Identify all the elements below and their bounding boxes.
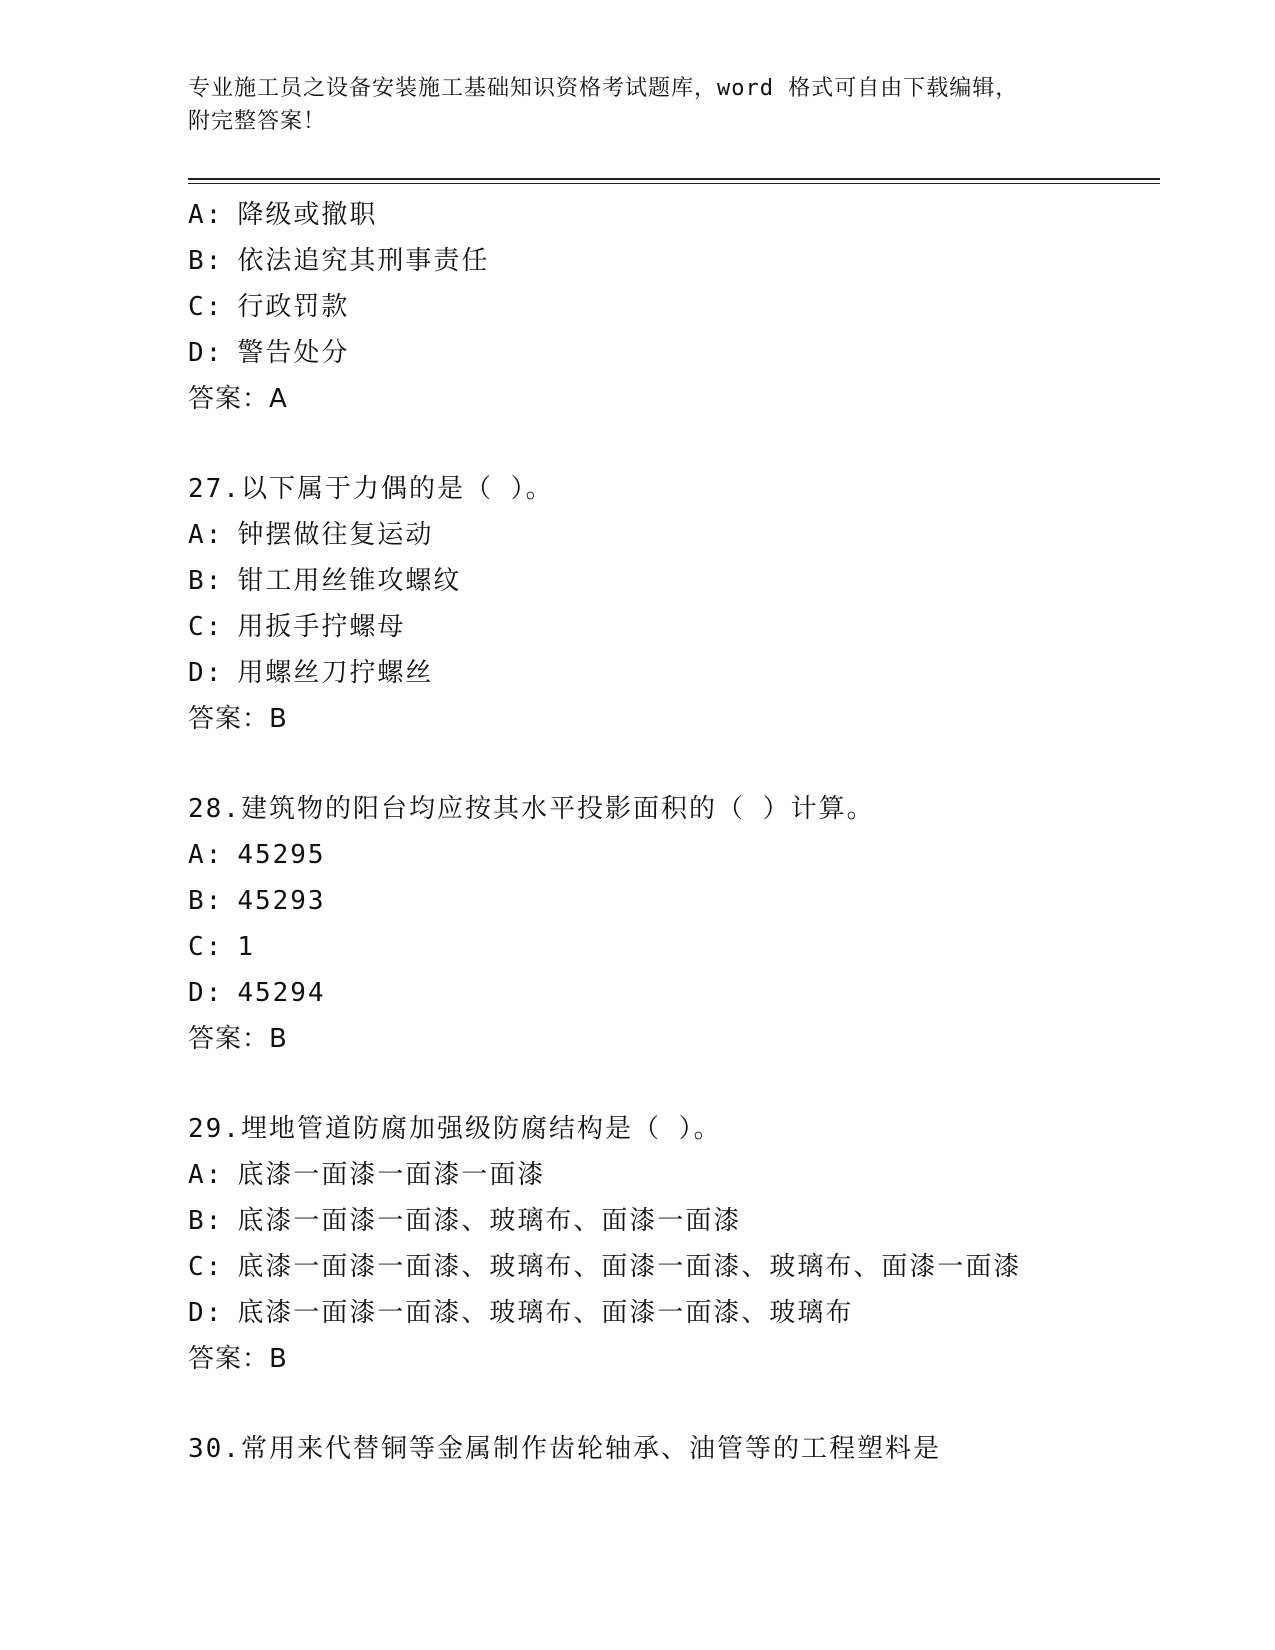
- option-b: B: 依法追究其刑事责任: [188, 246, 490, 276]
- option-c: C: 底漆一面漆一面漆、玻璃布、面漆一面漆、玻璃布、面漆一面漆: [188, 1252, 1022, 1282]
- option-d: D: 底漆一面漆一面漆、玻璃布、面漆一面漆、玻璃布: [188, 1298, 854, 1328]
- question-block-27: [188, 466, 1168, 742]
- option-a: A: 底漆一面漆一面漆一面漆: [188, 1160, 546, 1190]
- answer-line: 答案：B: [188, 704, 288, 734]
- answer-line: 答案：A: [188, 384, 288, 414]
- option-c: C: 1: [188, 932, 255, 962]
- option-a: A: 45295: [188, 840, 326, 870]
- question-stem: 30.常用来代替铜等金属制作齿轮轴承、油管等的工程塑料是: [188, 1434, 941, 1464]
- option-a: A: 降级或撤职: [188, 200, 378, 230]
- option-b: B: 45293: [188, 886, 326, 916]
- question-block-26: [188, 192, 1168, 422]
- option-b: B: 底漆一面漆一面漆、玻璃布、面漆一面漆: [188, 1206, 742, 1236]
- option-d: D: 45294: [188, 978, 326, 1008]
- option-a: A: 钟摆做往复运动: [188, 520, 434, 550]
- question-list: [188, 192, 1168, 1472]
- answer-line: 答案：B: [188, 1344, 288, 1374]
- option-d: D: 警告处分: [188, 338, 350, 368]
- header-line-1: 专业施工员之设备安装施工基础知识资格考试题库，word 格式可自由下载编辑，: [188, 76, 1019, 101]
- question-block-29: [188, 1106, 1168, 1382]
- question-block-30: [188, 1426, 1168, 1472]
- question-block-28: [188, 786, 1168, 1062]
- option-d: D: 用螺丝刀拧螺丝: [188, 658, 434, 688]
- header-line-2: 附完整答案！: [188, 109, 327, 134]
- question-stem: 29.埋地管道防腐加强级防腐结构是（ ）。: [188, 1114, 722, 1144]
- question-stem: 28.建筑物的阳台均应按其水平投影面积的（ ）计算。: [188, 794, 875, 824]
- question-stem: 27.以下属于力偶的是（ ）。: [188, 474, 554, 504]
- option-b: B: 钳工用丝锥攻螺纹: [188, 566, 462, 596]
- option-c: C: 行政罚款: [188, 292, 350, 322]
- header-divider-thin: [188, 183, 1160, 184]
- header-divider-thick: [188, 178, 1160, 180]
- document-header: [188, 72, 1068, 138]
- answer-line: 答案：B: [188, 1024, 288, 1054]
- option-c: C: 用扳手拧螺母: [188, 612, 406, 642]
